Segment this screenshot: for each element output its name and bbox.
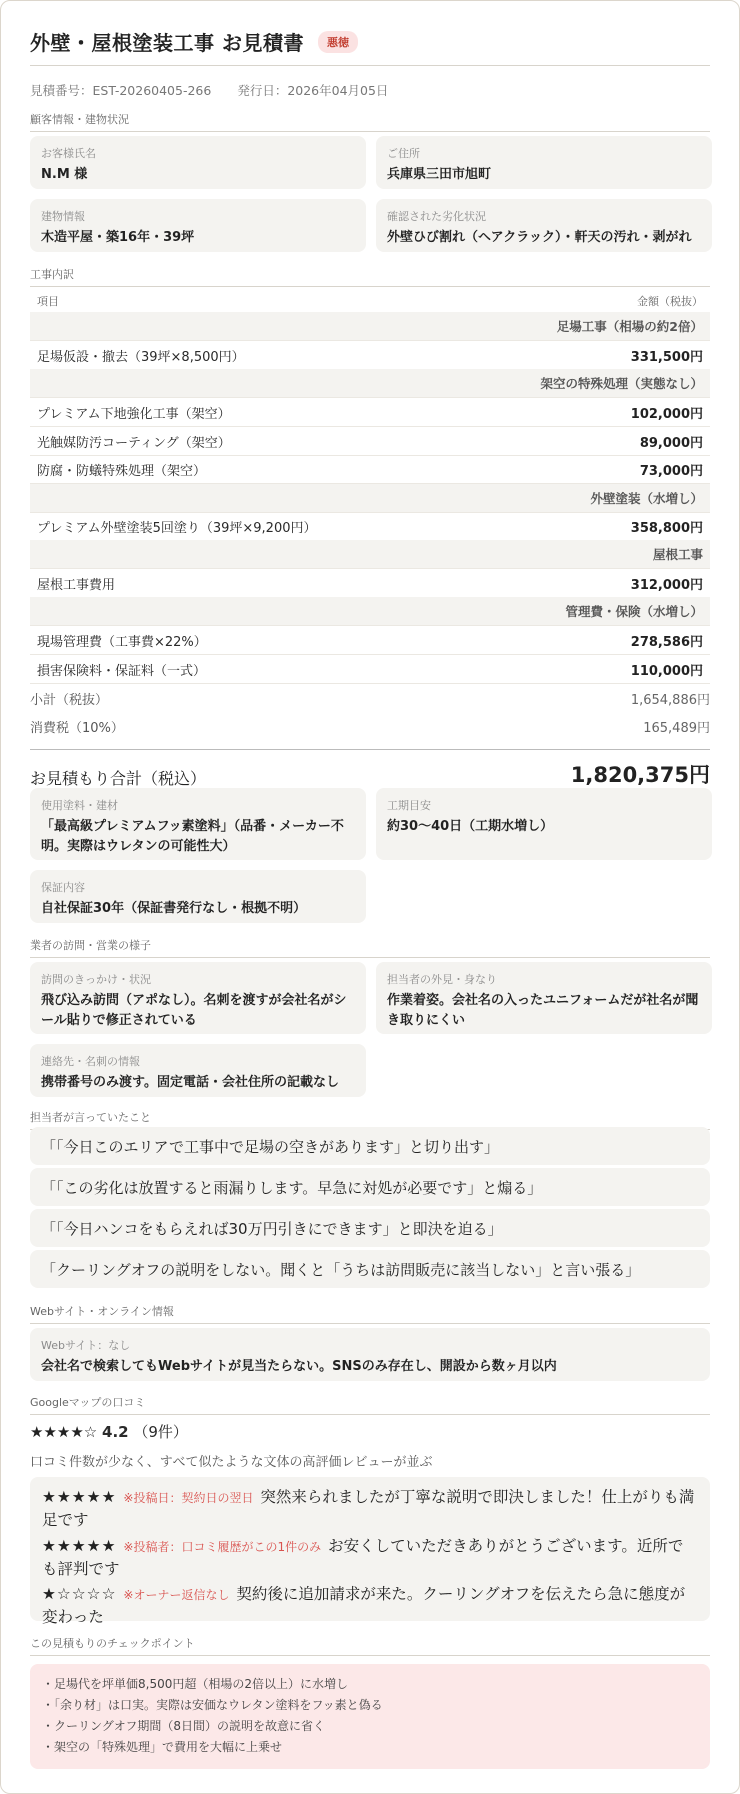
review-list <box>30 1477 710 1627</box>
section-label-website: Webサイト・オンライン情報 <box>30 1303 710 1324</box>
website-label: Webサイト：なし <box>41 1339 131 1352</box>
website-info: 会社名で検索してもWebサイトが見当たらない。SNSのみ存在し、開設から数ヶ月以内 <box>41 1359 557 1374</box>
subtotal-row <box>30 689 710 708</box>
visit-trigger-label: 訪問のきっかけ・状況 <box>41 973 151 986</box>
row-amount: 110,000円 <box>630 663 703 679</box>
category-label: 足場工事（相場の約2倍） <box>556 319 703 334</box>
building-label: 建物情報 <box>41 210 85 223</box>
address-label: ご住所 <box>387 147 420 160</box>
category-label: 管理費・保険（水増し） <box>565 604 703 619</box>
table-row <box>30 512 710 541</box>
warranty-label: 保証内容 <box>41 881 85 894</box>
tax-label: 消費税（10%） <box>30 721 124 736</box>
total-value: 1,820,375円 <box>570 763 710 787</box>
issue-date: 発行日：2026年04月05日 <box>237 83 389 98</box>
period-info: 約30〜40日（工期水増し） <box>387 819 554 834</box>
row-amount: 73,000円 <box>639 463 703 479</box>
category-row <box>30 484 710 513</box>
row-item: 足場仮設・撤去（39坪×8,500円） <box>37 349 245 365</box>
estimate-meta <box>30 81 388 99</box>
row-item: プレミアム外壁塗装5回塗り（39坪×9,200円） <box>37 520 317 536</box>
damage-label: 確認された劣化状況 <box>387 210 486 223</box>
total-divider <box>30 749 710 750</box>
appearance-card <box>376 962 712 1034</box>
category-row <box>30 312 710 341</box>
checkpoint-item: ・架空の「特殊処理」で費用を大幅に上乗せ <box>42 1740 283 1754</box>
row-item: 光触媒防汚コーティング（架空） <box>37 435 231 451</box>
table-row <box>30 341 710 370</box>
review-stars: ★★★★★ <box>42 1536 117 1555</box>
material-card <box>30 788 366 860</box>
contact-label: 連絡先・名刺の情報 <box>41 1055 140 1068</box>
table-row <box>30 569 710 598</box>
review-text: 突然来られましたが丁寧な説明で即決しました！仕上がりも満足です <box>42 1488 695 1530</box>
appearance-info: 作業着姿。会社名の入ったユニフォームだが社名が聞き取りにくい <box>387 993 699 1029</box>
total-label: お見積もり合計（税込） <box>30 769 207 788</box>
table-row <box>30 398 710 427</box>
checkpoint-item: ・足場代を坪単価8,500円超（相場の2倍以上）に水増し <box>42 1677 348 1691</box>
category-label: 外壁塗装（水増し） <box>590 491 703 506</box>
row-amount: 358,800円 <box>630 520 703 536</box>
building-card <box>30 199 366 252</box>
quote-item: 「「今日このエリアで工事中で足場の空きがあります」と切り出す」 <box>30 1127 710 1165</box>
address: 兵庫県三田市旭町 <box>387 167 492 182</box>
status-badge: 悪徳 <box>318 31 358 53</box>
row-item: 防腐・防蟻特殊処理（架空） <box>37 463 207 479</box>
warranty-card <box>30 870 366 923</box>
row-amount: 89,000円 <box>639 435 703 451</box>
estimate-number: 見積番号：EST-20260405-266 <box>30 83 212 98</box>
section-label-customer: 顧客情報・建物状況 <box>30 111 710 132</box>
section-label-visit: 業者の訪問・営業の様子 <box>30 937 710 958</box>
table-row <box>30 427 710 456</box>
visit-trigger-card <box>30 962 366 1034</box>
category-label: 屋根工事 <box>652 547 703 562</box>
quote-item: 「「この劣化は放置すると雨漏りします。早急に対処が必要です」と煽る」 <box>30 1168 710 1206</box>
review-summary: 口コミ件数が少なく、すべて似たような文体の高評価レビューが並ぶ <box>30 1455 433 1470</box>
material-info: 「最高級プレミアムフッ素塗料」（品番・メーカー不明。実際はウレタンの可能性大） <box>41 819 344 855</box>
row-item: 屋根工事費用 <box>37 577 116 593</box>
row-item: プレミアム下地強化工事（架空） <box>37 406 231 422</box>
tax-row <box>30 717 710 736</box>
row-amount: 331,500円 <box>630 349 703 365</box>
review-note: ※投稿者：口コミ履歴がこの1件のみ <box>123 1539 322 1554</box>
category-row <box>30 369 710 398</box>
review-note: ※投稿日：契約日の翌日 <box>123 1491 254 1505</box>
quote-item: 「「今日ハンコをもらえれば30万円引きにできます」と即決を迫る」 <box>30 1209 710 1247</box>
period-card <box>376 788 712 860</box>
rating-value: 4.2 <box>102 1423 129 1441</box>
visit-trigger: 飛び込み訪問（アポなし）。名刺を渡すが会社名がシール貼りで修正されている <box>41 993 347 1029</box>
rating-row <box>30 1421 188 1442</box>
customer-name-card <box>30 136 366 189</box>
contact-info: 携帯番号のみ渡す。固定電話・会社住所の記載なし <box>41 1075 339 1090</box>
section-label-breakdown: 工事内訳 <box>30 266 710 287</box>
customer-name-label: お客様氏名 <box>41 147 96 160</box>
section-label-checkpoints: この見積もりのチェックポイント <box>30 1635 710 1656</box>
table-row <box>30 455 710 484</box>
section-label-google: Googleマップの口コミ <box>30 1394 710 1415</box>
title-divider <box>30 65 710 66</box>
section-label-quotes: 担当者が言っていたこと <box>30 1109 710 1130</box>
review-count: （9件） <box>133 1423 188 1441</box>
column-header-item: 項目 <box>37 295 59 308</box>
table-row <box>30 655 710 684</box>
review-note: ※オーナー返信なし <box>123 1588 230 1602</box>
category-label: 架空の特殊処理（実態なし） <box>540 376 703 391</box>
review-stars: ★★★★★ <box>42 1488 117 1506</box>
damage-card <box>376 199 712 252</box>
warranty-info: 自社保証30年（保証書発行なし・根拠不明） <box>41 901 307 916</box>
subtotal-label: 小計（税抜） <box>30 693 109 708</box>
material-label: 使用塗料・建材 <box>41 799 118 812</box>
quote-item: 「クーリングオフの説明をしない。聞くと「うちは訪問販売に該当しない」と言い張る」 <box>30 1250 710 1288</box>
category-row <box>30 597 710 626</box>
period-label: 工期目安 <box>387 799 431 812</box>
table-header <box>30 293 710 313</box>
checkpoint-item: ・クーリングオフ期間（8日間）の説明を故意に省く <box>42 1719 326 1733</box>
column-header-amount: 金額（税抜） <box>637 295 703 308</box>
review-text: 契約後に追加請求が来た。クーリングオフを伝えたら急に態度が変わった <box>42 1585 686 1627</box>
damage-info: 外壁ひび割れ（ヘアクラック）・軒天の汚れ・剥がれ <box>387 230 692 245</box>
building-info: 木造平屋・築16年・39坪 <box>41 230 195 245</box>
rating-stars: ★★★★☆ <box>30 1423 98 1441</box>
row-amount: 102,000円 <box>630 406 703 422</box>
tax-value: 165,489円 <box>643 721 710 736</box>
row-amount: 278,586円 <box>630 634 703 650</box>
review-item <box>42 1583 698 1630</box>
appearance-label: 担当者の外見・身なり <box>387 973 497 986</box>
row-item: 損害保険料・保証料（一式） <box>37 663 207 679</box>
website-card <box>30 1328 710 1381</box>
review-item <box>42 1535 698 1582</box>
review-text: お安くしていただきありがとうございます。近所でも評判です <box>42 1536 684 1578</box>
table-row <box>30 626 710 655</box>
title-row <box>30 27 358 56</box>
customer-name: N.M 様 <box>41 167 88 182</box>
checkpoint-item: ・「余り材」は口実。実際は安価なウレタン塗料をフッ素と偽る <box>42 1698 383 1712</box>
total-row <box>30 759 710 789</box>
address-card <box>376 136 712 189</box>
review-item <box>42 1486 698 1533</box>
row-item: 現場管理費（工事費×22%） <box>37 634 207 650</box>
checkpoint-list <box>30 1664 710 1769</box>
category-row <box>30 540 710 569</box>
subtotal-value: 1,654,886円 <box>630 693 710 708</box>
contact-card <box>30 1044 366 1097</box>
review-stars: ★☆☆☆☆ <box>42 1585 117 1603</box>
page-title: 外壁・屋根塗装工事 お見積書 <box>30 31 304 55</box>
row-amount: 312,000円 <box>630 577 703 593</box>
